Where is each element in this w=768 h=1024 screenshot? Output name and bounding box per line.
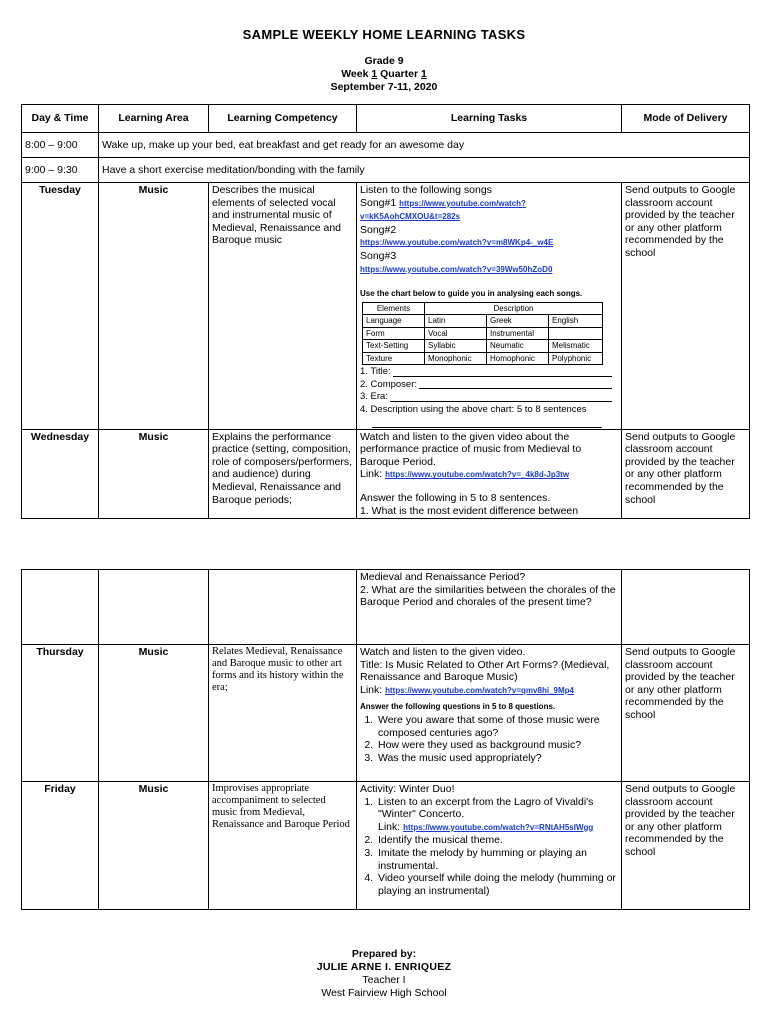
activity-cell: Wake up, make up your bed, eat breakfast and get ready for an awesome day [99,133,750,158]
song3-label: Song#3 [360,249,397,262]
answer-line[interactable] [372,427,602,428]
preparer-name: JULIE ARNE I. ENRIQUEZ [316,961,452,973]
tasks-cell [357,183,622,430]
chart-cell: Monophonic [425,352,487,365]
list-item: 3. Imitate the melody by humming or playing an instrumental. [376,847,618,872]
document-title: SAMPLE WEEKLY HOME LEARNING TASKS [242,27,526,42]
question-composer: 2. Composer: [360,378,418,390]
questions-intro: Answer the following questions in 5 to 8 questions. [360,702,556,712]
answer-line[interactable] [390,391,612,402]
competency-cell: Improvises appropriate accompaniment to selected music from Medieval, Renaissance and Baroque Period [209,782,357,910]
question-title: 1. Title: [360,366,391,378]
chart-cell [549,327,603,340]
chart-cell: Instrumental [487,327,549,340]
tasks-cell [357,645,622,782]
link-label: Link: [360,683,386,696]
task-text: 2. What are the similarities between the chorales of the Baroque Period and chorales of the present time? [360,583,616,609]
table-row [22,158,750,183]
link-label: Link: [378,820,404,833]
task-text: 1. What is the most evident difference between [360,504,579,517]
day-cell: Tuesday [22,183,99,430]
day-cell: Friday [22,782,99,910]
day-cell: Thursday [22,645,99,782]
task-text: Medieval and Renaissance Period? [360,571,526,583]
chart-header-cell: Description [425,302,603,315]
week-number: 1 [371,68,378,80]
task-intro: Listen to the following songs [360,184,492,196]
list-item: 2. Identify the musical theme. [376,834,618,847]
video-link[interactable]: https://www.youtube.com/watch?v=_4k8d-Jp3tw [385,470,570,480]
video-link[interactable]: https://www.youtube.com/watch?v=RNtAH5sIWgg [403,822,594,832]
answer-line[interactable] [419,379,612,390]
learning-area-cell: Music [99,183,209,430]
mode-cell [622,570,750,645]
time-cell: 9:00 – 9:30 [22,158,99,183]
week-quarter-label [0,68,768,80]
list-item: 2. How were they used as background music? [376,739,618,752]
tasks-cell [357,570,622,645]
link-label: Link: [360,468,386,481]
col-header-learning-tasks: Learning Tasks [357,105,622,133]
list-item [376,796,618,835]
song1-label: Song#1 [360,196,400,209]
list-item: 3. Was the music used appropriately? [376,752,618,765]
song2-link[interactable]: https://www.youtube.com/watch?v=m8WKp4-_w4E [360,238,554,248]
competency-cell [209,570,357,645]
table-row-friday [22,782,750,910]
table-row [22,133,750,158]
table-header-row [22,105,750,133]
elements-chart [362,302,603,366]
answer-line[interactable] [393,366,612,377]
chart-caption: Use the chart below to guide you in analysing each songs. [360,289,583,299]
col-header-day-time: Day & Time [22,105,99,133]
video-link[interactable]: https://www.youtube.com/watch?v=qmv8hi_9Mp4 [385,685,574,695]
chart-cell: English [549,315,603,328]
chart-row [363,340,603,353]
school-name: West Fairview High School [321,987,447,999]
learning-area-cell: Music [99,782,209,910]
competency-cell: Relates Medieval, Renaissance and Baroque music to other art forms and its history within the era; [209,645,357,782]
time-cell: 8:00 – 9:00 [22,133,99,158]
schedule-table-page2 [21,569,750,910]
questions-list [376,714,618,764]
list-item: 1. Were you aware that some of those music were composed centuries ago? [376,714,618,739]
chart-cell: Melismatic [549,340,603,353]
col-header-learning-area: Learning Area [99,105,209,133]
schedule-table-page1 [21,104,750,519]
activity-cell: Have a short exercise meditation/bonding with the family [99,158,750,183]
chart-cell: Latin [425,315,487,328]
prepared-by-label: Prepared by: [351,948,417,960]
day-cell: Wednesday [22,429,99,519]
question-era: 3. Era: [360,391,388,403]
chart-cell: Language [363,315,425,328]
tasks-cell [357,429,622,519]
chart-header-row [363,302,603,315]
table-row-continued [22,570,750,645]
question-description: 4. Description using the above chart: 5 to 8 sentences [360,404,587,416]
table-row-wednesday [22,429,750,519]
chart-cell: Homophonic [487,352,549,365]
song3-link[interactable]: https://www.youtube.com/watch?v=39Ww50hZoD0 [360,264,553,274]
quarter-text: Quarter [377,68,421,80]
chart-cell: Polyphonic [549,352,603,365]
song2-label: Song#2 [360,223,397,236]
task-text: Answer the following in 5 to 8 sentences. [360,492,551,504]
quarter-number: 1 [420,68,427,80]
table-row-tuesday [22,183,750,430]
competency-cell: Explains the performance practice (setting, composition, role of composers/performers, and audience) during Medieval, Renaissance and Baroque periods; [209,429,357,519]
task-text: Title: Is Music Related to Other Art Forms? (Medieval, Renaissance and Baroque Music) [360,658,610,684]
chart-cell: Neumatic [487,340,549,353]
chart-row [363,315,603,328]
chart-row [363,327,603,340]
chart-cell: Text-Setting [363,340,425,353]
chart-cell: Syllabic [425,340,487,353]
tasks-cell [357,782,622,910]
mode-cell: Send outputs to Google classroom account provided by the teacher or any other platform recommended by the school [622,782,750,910]
activity-steps [376,796,618,898]
mode-cell: Send outputs to Google classroom account provided by the teacher or any other platform recommended by the school [622,429,750,519]
day-cell [22,570,99,645]
chart-header-cell: Elements [363,302,425,315]
list-item: 4. Video yourself while doing the melody (humming or playing an instrumental) [376,872,618,897]
col-header-mode-of-delivery: Mode of Delivery [622,105,750,133]
learning-area-cell [99,570,209,645]
chart-cell: Greek [487,315,549,328]
chart-cell: Vocal [425,327,487,340]
mode-cell: Send outputs to Google classroom account provided by the teacher or any other platform recommended by the school [622,645,750,782]
chart-row [363,352,603,365]
task-text: Watch and listen to the given video about the performance practice of music from Medieval to Baroque Period. [360,430,582,468]
col-header-learning-competency: Learning Competency [209,105,357,133]
preparer-position: Teacher I [362,974,406,986]
date-label: September 7-11, 2020 [330,81,438,93]
chart-cell: Form [363,327,425,340]
learning-area-cell: Music [99,429,209,519]
table-row-thursday [22,645,750,782]
grade-label: Grade 9 [364,55,404,67]
activity-title: Activity: Winter Duo! [360,783,455,795]
week-text: Week [341,68,372,80]
song1-link[interactable]: https://www.youtube.com/watch?v=kK5AohCMXOU&t=282s [360,198,526,222]
competency-cell: Describes the musical elements of selected vocal and instrumental music of Medieval, Renaissance and Baroque music [209,183,357,430]
chart-cell: Texture [363,352,425,365]
task-text: Watch and listen to the given video. [360,646,526,658]
step-text: Listen to an excerpt from the Lagro of Vivaldi's "Winter" Concerto. [378,795,594,821]
learning-area-cell: Music [99,645,209,782]
mode-cell: Send outputs to Google classroom account provided by the teacher or any other platform recommended by the school [622,183,750,430]
